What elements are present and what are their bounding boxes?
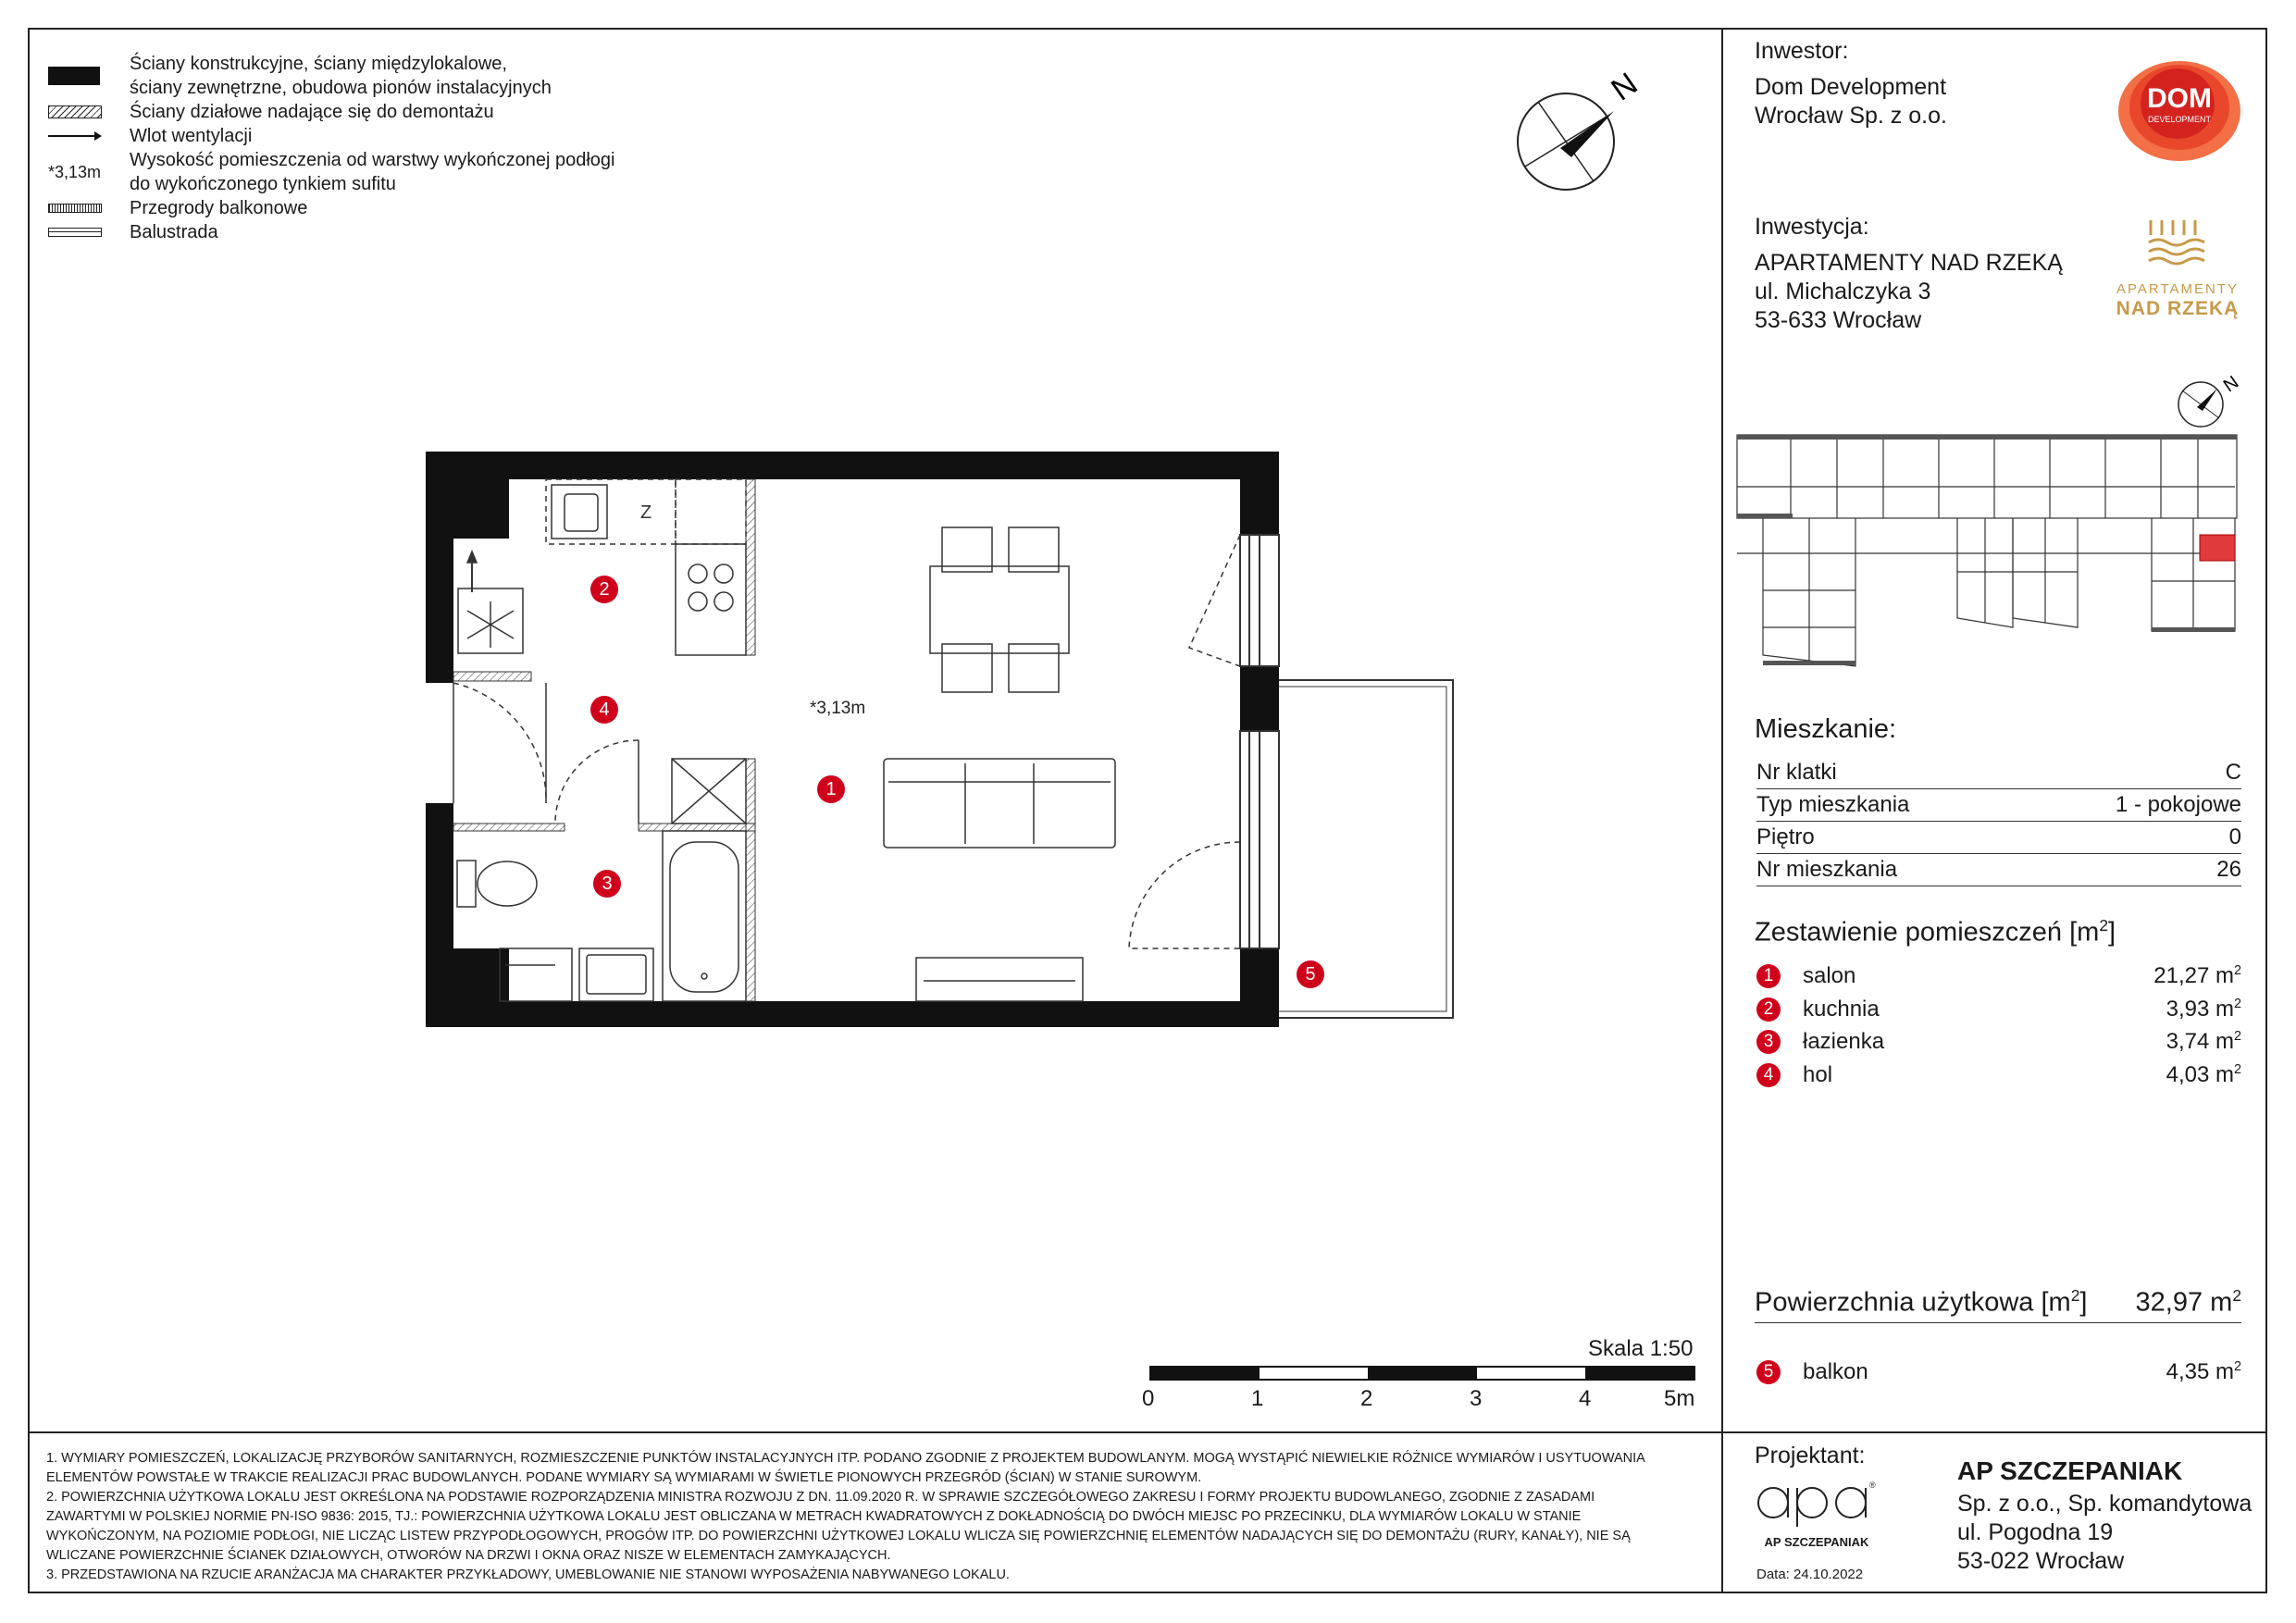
designer-date: Data: 24.10.2022 — [1756, 1567, 1864, 1582]
info-value: 1 - pokojowe — [2115, 792, 2241, 817]
floor-plan — [416, 444, 1481, 1036]
legend-text: Wysokość pomieszczenia od warstwy wykończonej podłogi — [130, 150, 615, 170]
info-value: C — [2225, 760, 2241, 785]
investment-city: 53-633 Wrocław — [1755, 307, 1922, 333]
rooms-heading — [1755, 916, 2116, 948]
usable-area-label — [1755, 1286, 2087, 1319]
scale-tick: 0 — [1142, 1386, 1155, 1411]
sheet-divider-horizontal — [28, 1431, 2267, 1433]
legend-item-ventilation — [48, 124, 615, 148]
scale-label: Skala 1:50 — [1588, 1336, 1694, 1361]
legend-item-partition-walls — [48, 100, 615, 124]
note-line: 1. WYMIARY POMIESZCZEŃ, LOKALIZACJĘ PRZYBORÓW SANITARNYCH, ROZMIESZCZENIE PUNKTÓW INSTALACYJNYCH ITP. PODANO ZGODNIE Z PROJEKTEM BUDOWLANYM. MOGĄ WYSTĄPIĆ NIEWIELKIE RÓŻNICE WYMIARÓW I USYTUOWANIA — [46, 1451, 1645, 1466]
info-label: Nr klatki — [1756, 760, 1837, 785]
note-line: WLICZANE POWIERZCHNIE ŚCIANEK DZIAŁOWYCH, OTWORÓW NA DRZWI I OKNA ORAZ NISZE W ELEMENTACH ZAMYKAJĄCYCH. — [46, 1548, 891, 1563]
info-label: Typ mieszkania — [1756, 792, 1910, 817]
room-area-sup: 2 — [2233, 963, 2241, 978]
notes — [46, 1449, 1703, 1585]
room-area-value: 21,27 m — [2153, 963, 2234, 988]
designer-address — [1957, 1490, 2252, 1576]
furniture — [884, 527, 1115, 1001]
room-number-badge: 3 — [1756, 1030, 1781, 1054]
note-line: WYKOŃCZONYM, NA POZIOMIE PODŁOGI, NIE LICZĄC LISTEW PRZYPODŁOGOWYCH, PROGÓW ITP. DO POWIERZCHNI UŻYTKOWEJ LOKALU WLICZA SIĘ POWIERZCHNIĘ ELEMENTÓW NADAJĄCYCH SIĘ DO DEMONTAŻU (RURY, KANAŁY), NIE SĄ — [46, 1529, 1631, 1543]
investor-name: Wrocław Sp. z o.o. — [1755, 103, 1947, 129]
legend-text: Ściany działowe nadające się do demontażu — [130, 102, 494, 122]
room-height-label: *3,13m — [810, 699, 866, 718]
rooms-heading-sup: 2 — [2099, 916, 2108, 935]
designer-name: AP SZCZEPANIAK — [1957, 1456, 2183, 1485]
apartment-heading: Mieszkanie: — [1755, 714, 1897, 744]
building-key-plan — [1735, 433, 2240, 674]
designer-address-line: 53-022 Wrocław — [1957, 1548, 2125, 1574]
room-row-balkon — [1756, 1357, 2241, 1388]
balcony-partition-symbol — [48, 204, 102, 213]
height-symbol: *3,13m — [48, 163, 102, 181]
investment-heading: Inwestycja: — [1755, 214, 1869, 240]
sheet-divider-vertical — [1721, 28, 1723, 1593]
room-name: balkon — [1803, 1359, 1868, 1384]
room-name: salon — [1803, 963, 1856, 988]
room-marker-1: 1 — [817, 775, 845, 803]
room-area — [2166, 997, 2241, 1022]
hatch-wall-symbol — [48, 105, 102, 118]
info-row-type — [1756, 789, 2241, 822]
room-name: kuchnia — [1803, 997, 1880, 1022]
usable-area-label-sup: 2 — [2070, 1286, 2080, 1305]
legend — [48, 52, 615, 244]
room-number-badge: 5 — [1756, 1360, 1781, 1384]
room-number-badge: 2 — [1756, 997, 1781, 1022]
room-name: hol — [1803, 1062, 1833, 1087]
windows — [1240, 535, 1279, 948]
info-row-number — [1756, 854, 2241, 886]
room-area-value: 3,93 m — [2166, 997, 2234, 1022]
room-number-badge: 4 — [1756, 1063, 1781, 1087]
legend-text: do wykończonego tynkiem sufitu — [130, 174, 396, 194]
investment-street: ul. Michalczyka 3 — [1755, 279, 1931, 304]
legend-text: Przegrody balkonowe — [130, 198, 308, 218]
usable-area-value-text: 32,97 m — [2135, 1287, 2233, 1318]
room-row-salon — [1756, 960, 2241, 992]
investment-logo-line2: NAD RZEKĄ — [2116, 298, 2240, 319]
scale-tick: 3 — [1470, 1386, 1483, 1411]
solid-wall-symbol — [48, 67, 100, 85]
designer-heading: Projektant: — [1755, 1443, 1866, 1468]
room-row-kuchnia — [1756, 994, 2241, 1025]
scale-tick: 4 — [1579, 1386, 1592, 1411]
room-area-value: 4,35 m — [2166, 1359, 2234, 1384]
key-plan-north-label: N — [2219, 372, 2243, 397]
investor-heading: Inwestor: — [1755, 38, 1849, 64]
waves-logo-icon — [2145, 215, 2210, 266]
legend-text: Balustrada — [130, 222, 218, 242]
scale-tick: 2 — [1360, 1386, 1373, 1411]
legend-text: ściany zewnętrzne, obudowa pionów instalacyjnych — [130, 78, 552, 98]
usable-area-label-end: ] — [2079, 1287, 2088, 1318]
room-marker-5: 5 — [1297, 960, 1324, 988]
investor-name: Dom Development — [1755, 74, 1947, 100]
legend-item-balcony-partitions — [48, 196, 615, 220]
room-row-lazienka — [1756, 1026, 2241, 1058]
usable-area-row — [1755, 1286, 2241, 1323]
investment-logo-line1: APARTAMENTY — [2116, 281, 2240, 297]
scale-bar — [1149, 1366, 1695, 1381]
room-area — [2166, 1029, 2241, 1055]
scale-tick: 1 — [1251, 1386, 1264, 1411]
ventilation-arrow-icon — [48, 135, 100, 137]
room-area-sup: 2 — [2233, 1359, 2241, 1374]
room-area — [2153, 963, 2241, 989]
doors — [453, 535, 1240, 948]
svg-text:®: ® — [1869, 1481, 1876, 1490]
north-arrow-icon — [1518, 65, 1644, 204]
usable-area-label-text: Powierzchnia użytkowa [m — [1755, 1287, 2071, 1318]
legend-item-balustrade — [48, 220, 615, 244]
north-label: N — [1605, 66, 1644, 108]
note-line: 2. POWIERZCHNIA UŻYTKOWA LOKALU JEST OKREŚLONA NA PODSTAWIE ROZPORZĄDZENIA MINISTRA ROZWOJU Z DN. 11.09.2020 R. W SPRAWIE SZCZEGÓŁOWEGO ZAKRESU I FORMY PROJEKTU BUDOWLANEGO, ZGODNIE Z ZASADAMI — [46, 1490, 1595, 1505]
room-marker-2: 2 — [590, 576, 618, 603]
fridge-label: Z — [640, 502, 652, 523]
dom-logo-text: DOM — [2147, 83, 2212, 114]
room-area-value: 3,74 m — [2166, 1029, 2234, 1054]
investor-block — [1755, 37, 1947, 130]
room-area-sup: 2 — [2233, 1062, 2241, 1077]
room-name: łazienka — [1803, 1029, 1885, 1054]
rooms-heading-text: Zestawienie pomieszczeń [m — [1755, 917, 2100, 948]
room-marker-4: 4 — [590, 696, 618, 724]
investment-name: APARTAMENTY NAD RZEKĄ — [1755, 250, 2063, 276]
note-line: ELEMENTÓW POWSTAŁE W TRAKCIE REALIZACJI PRAC BUDOWLANYCH. PODANE WYMIARY SĄ WYMIARAMI W ŚWIETLE PIONOWYCH PRZEGRÓD (ŚCIAN) W STANIE SUROWYM. — [46, 1470, 1202, 1485]
room-area-sup: 2 — [2233, 1029, 2241, 1044]
room-row-hol — [1756, 1059, 2241, 1091]
note-line: ZAWARTYMI W POLSKIEJ NORMIE PN-ISO 9836: 2015, TJ.: POWIERZCHNIA UŻYTKOWA LOKALU JEST OBLICZANA W METRACH KWADRATOWYCH Z DOKŁADNOŚCIĄ DO DWÓCH MIEJSC PO PRZECINKU, DLA WYMIARÓW LOKALU W STANIE — [46, 1509, 1582, 1524]
ap-szczepaniak-logo — [1756, 1477, 1877, 1529]
info-label: Piętro — [1756, 824, 1815, 849]
room-area-value: 4,03 m — [2166, 1062, 2234, 1087]
room-marker-3: 3 — [593, 870, 621, 898]
designer-logo-caption: AP SZCZEPANIAK — [1764, 1535, 1869, 1549]
room-area — [2166, 1359, 2241, 1385]
legend-item-height — [48, 148, 615, 196]
room-area-sup: 2 — [2233, 997, 2241, 1011]
balustrade-symbol — [48, 228, 102, 237]
usable-area-value-sup: 2 — [2232, 1286, 2241, 1305]
key-plan-north-icon — [2173, 370, 2249, 435]
legend-item-structural-walls — [48, 52, 615, 100]
info-label: Nr mieszkania — [1756, 857, 1898, 882]
room-area — [2166, 1062, 2241, 1088]
usable-area-value — [2136, 1286, 2241, 1319]
info-row-staircase — [1756, 757, 2241, 789]
dom-logo-subtext: DEVELOPMENT — [2147, 115, 2211, 124]
room-number-badge: 1 — [1756, 964, 1781, 988]
info-value: 0 — [2228, 824, 2241, 849]
legend-text: Ściany konstrukcyjne, ściany międzylokalowe, — [130, 54, 507, 74]
scale-tick: 5m — [1664, 1386, 1695, 1411]
note-line: 3. PRZEDSTAWIONA NA RZUCIE ARANŻACJA MA CHARAKTER PRZYKŁADOWY, UMEBLOWANIE NIE STANOWI WYPOSAŻENIA NABYWANEGO LOKALU. — [46, 1567, 1010, 1582]
investment-block — [1755, 213, 2063, 335]
rooms-heading-end: ] — [2108, 917, 2116, 948]
partition-walls — [453, 479, 755, 1001]
info-row-floor — [1756, 822, 2241, 854]
designer-address-line: ul. Pogodna 19 — [1957, 1519, 2114, 1545]
legend-text: Wlot wentylacji — [130, 126, 253, 146]
designer-address-line: Sp. z o.o., Sp. komandytowa — [1957, 1491, 2253, 1517]
info-value: 26 — [2216, 857, 2241, 882]
